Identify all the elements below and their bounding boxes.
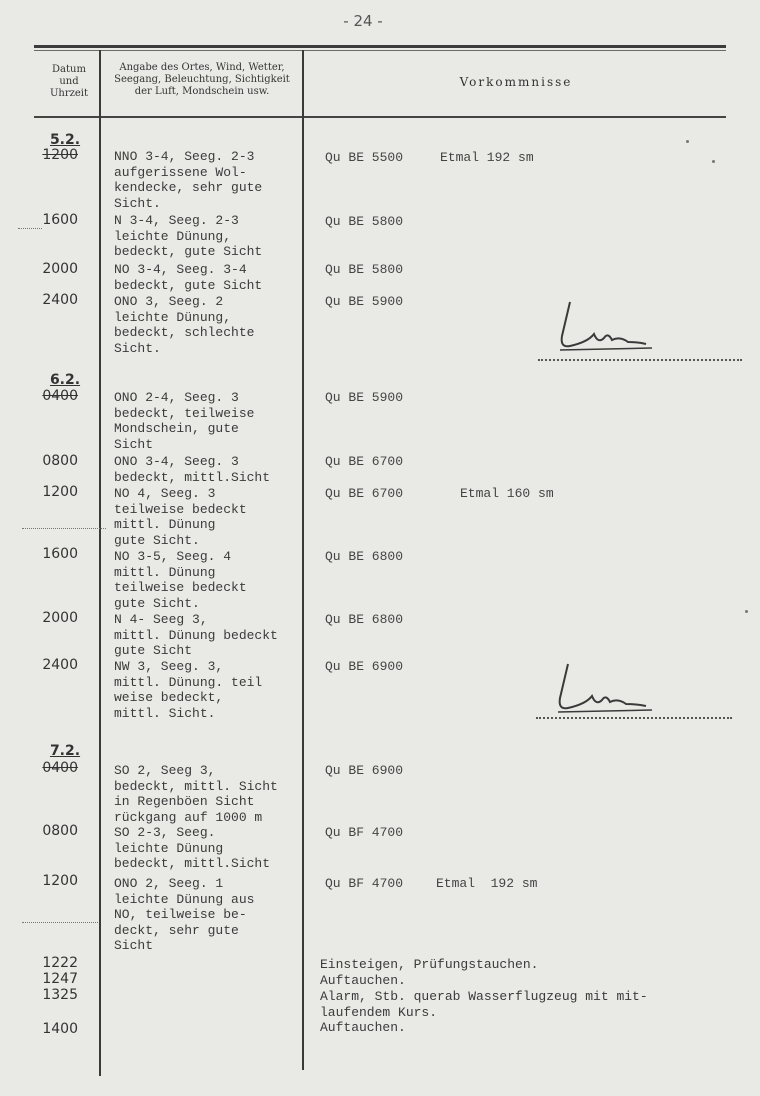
- date-label: 6.2.: [49, 372, 81, 388]
- header-date-time: [40, 64, 98, 100]
- margin-dots: [18, 228, 42, 229]
- event-text: Auftauchen.: [320, 1020, 406, 1035]
- weather-entry: SO 2, Seeg 3, bedeckt, mittl. Sicht in Regenböen Sicht rückgang auf 1000 m: [114, 763, 278, 825]
- signature: [548, 660, 658, 716]
- event-time: 1325: [42, 987, 78, 1003]
- entry-time: 1200: [42, 873, 78, 889]
- entry-time: 1600: [42, 212, 78, 228]
- position-entry: Qu BE 6800: [325, 612, 404, 627]
- entry-time: 1200: [42, 147, 78, 163]
- position-entry: Qu BE 5900: [325, 294, 404, 309]
- event-text: Alarm, Stb. querab Wasserflugzeug mit mit- laufendem Kurs.: [320, 989, 648, 1020]
- entry-time: 2000: [42, 610, 78, 626]
- scan-speck: [745, 610, 748, 613]
- header-rule: [34, 116, 726, 118]
- weather-entry: ONO 3, Seeg. 2 leichte Dünung, bedeckt, schlechte Sicht.: [114, 294, 255, 356]
- margin-dots: [22, 528, 106, 529]
- margin-dots: [22, 922, 98, 923]
- weather-entry: SO 2-3, Seeg. leichte Dünung bedeckt, mittl.Sicht: [114, 825, 271, 871]
- header-conditions-line-3: der Luft, Mondschein usw.: [134, 86, 270, 97]
- date-label: 5.2.: [49, 132, 81, 148]
- header-conditions: [102, 62, 302, 98]
- entry-time: 1600: [42, 546, 78, 562]
- entry-time: 0400: [42, 388, 78, 404]
- etmal-entry: Etmal 160 sm: [460, 486, 554, 501]
- header-events: Vorkommnisse: [459, 75, 573, 89]
- event-time: 1222: [42, 955, 78, 971]
- signature-dotted-line: [536, 717, 732, 719]
- header-conditions-line-2: Seegang, Beleuchtung, Sichtigkeit: [114, 74, 290, 85]
- position-entry: Qu BE 6700: [325, 454, 404, 469]
- position-entry: Qu BE 6900: [325, 763, 404, 778]
- signature: [548, 298, 658, 356]
- weather-entry: NO 4, Seeg. 3 teilweise bedeckt mittl. Dünung gute Sicht.: [114, 486, 247, 548]
- entry-time: 2000: [42, 261, 78, 277]
- etmal-entry: Etmal 192 sm: [436, 876, 538, 891]
- header-conditions-line-1: Angabe des Ortes, Wind, Wetter,: [119, 62, 285, 73]
- position-entry: Qu BE 6900: [325, 659, 404, 674]
- position-entry: Qu BE 5800: [325, 262, 404, 277]
- entry-time: 0400: [42, 760, 78, 776]
- position-entry: Qu BE 5800: [325, 214, 404, 229]
- position-entry: Qu BF 4700: [325, 825, 404, 840]
- scan-speck: [686, 140, 689, 143]
- position-entry: Qu BE 6700: [325, 486, 404, 501]
- header-date-label: Datum: [52, 64, 86, 75]
- date-label: 7.2.: [49, 743, 81, 759]
- header-and-label: und: [59, 76, 79, 87]
- entry-time: 2400: [42, 657, 78, 673]
- entry-time: 0800: [42, 453, 78, 469]
- weather-entry: NO 3-5, Seeg. 4 mittl. Dünung teilweise bedeckt gute Sicht.: [114, 549, 247, 611]
- event-text: Einsteigen, Prüfungstauchen.: [320, 957, 539, 972]
- weather-entry: ONO 2, Seeg. 1 leichte Dünung aus NO, teilweise be- deckt, sehr gute Sicht: [114, 876, 255, 953]
- weather-entry: N 4- Seeg 3, mittl. Dünung bedeckt gute Sicht: [114, 612, 278, 658]
- event-time: 1400: [42, 1021, 78, 1037]
- top-rule: [34, 45, 726, 48]
- weather-entry: NW 3, Seeg. 3, mittl. Dünung. teil weise bedeckt, mittl. Sicht.: [114, 659, 263, 721]
- top-rule-thin: [34, 50, 726, 51]
- column-divider-1: [99, 50, 101, 1076]
- position-entry: Qu BE 5500: [325, 150, 404, 165]
- position-entry: Qu BE 5900: [325, 390, 404, 405]
- weather-entry: N 3-4, Seeg. 2-3 leichte Dünung, bedeckt, gute Sicht: [114, 213, 263, 259]
- position-entry: Qu BE 6800: [325, 549, 404, 564]
- event-time: 1247: [42, 971, 78, 987]
- position-entry: Qu BF 4700: [325, 876, 404, 891]
- weather-entry: ONO 3-4, Seeg. 3 bedeckt, mittl.Sicht: [114, 454, 271, 485]
- etmal-entry: Etmal 192 sm: [440, 150, 534, 165]
- weather-entry: NO 3-4, Seeg. 3-4 bedeckt, gute Sicht: [114, 262, 263, 293]
- page-number: - 24 -: [343, 12, 383, 30]
- weather-entry: NNO 3-4, Seeg. 2-3 aufgerissene Wol- kendecke, sehr gute Sicht.: [114, 149, 263, 211]
- entry-time: 1200: [42, 484, 78, 500]
- scan-speck: [712, 160, 715, 163]
- event-text: Auftauchen.: [320, 973, 406, 988]
- signature-dotted-line: [538, 359, 742, 361]
- header-time-label: Uhrzeit: [49, 88, 89, 99]
- entry-time: 0800: [42, 823, 78, 839]
- entry-time: 2400: [42, 292, 78, 308]
- weather-entry: ONO 2-4, Seeg. 3 bedeckt, teilweise Mondschein, gute Sicht: [114, 390, 255, 452]
